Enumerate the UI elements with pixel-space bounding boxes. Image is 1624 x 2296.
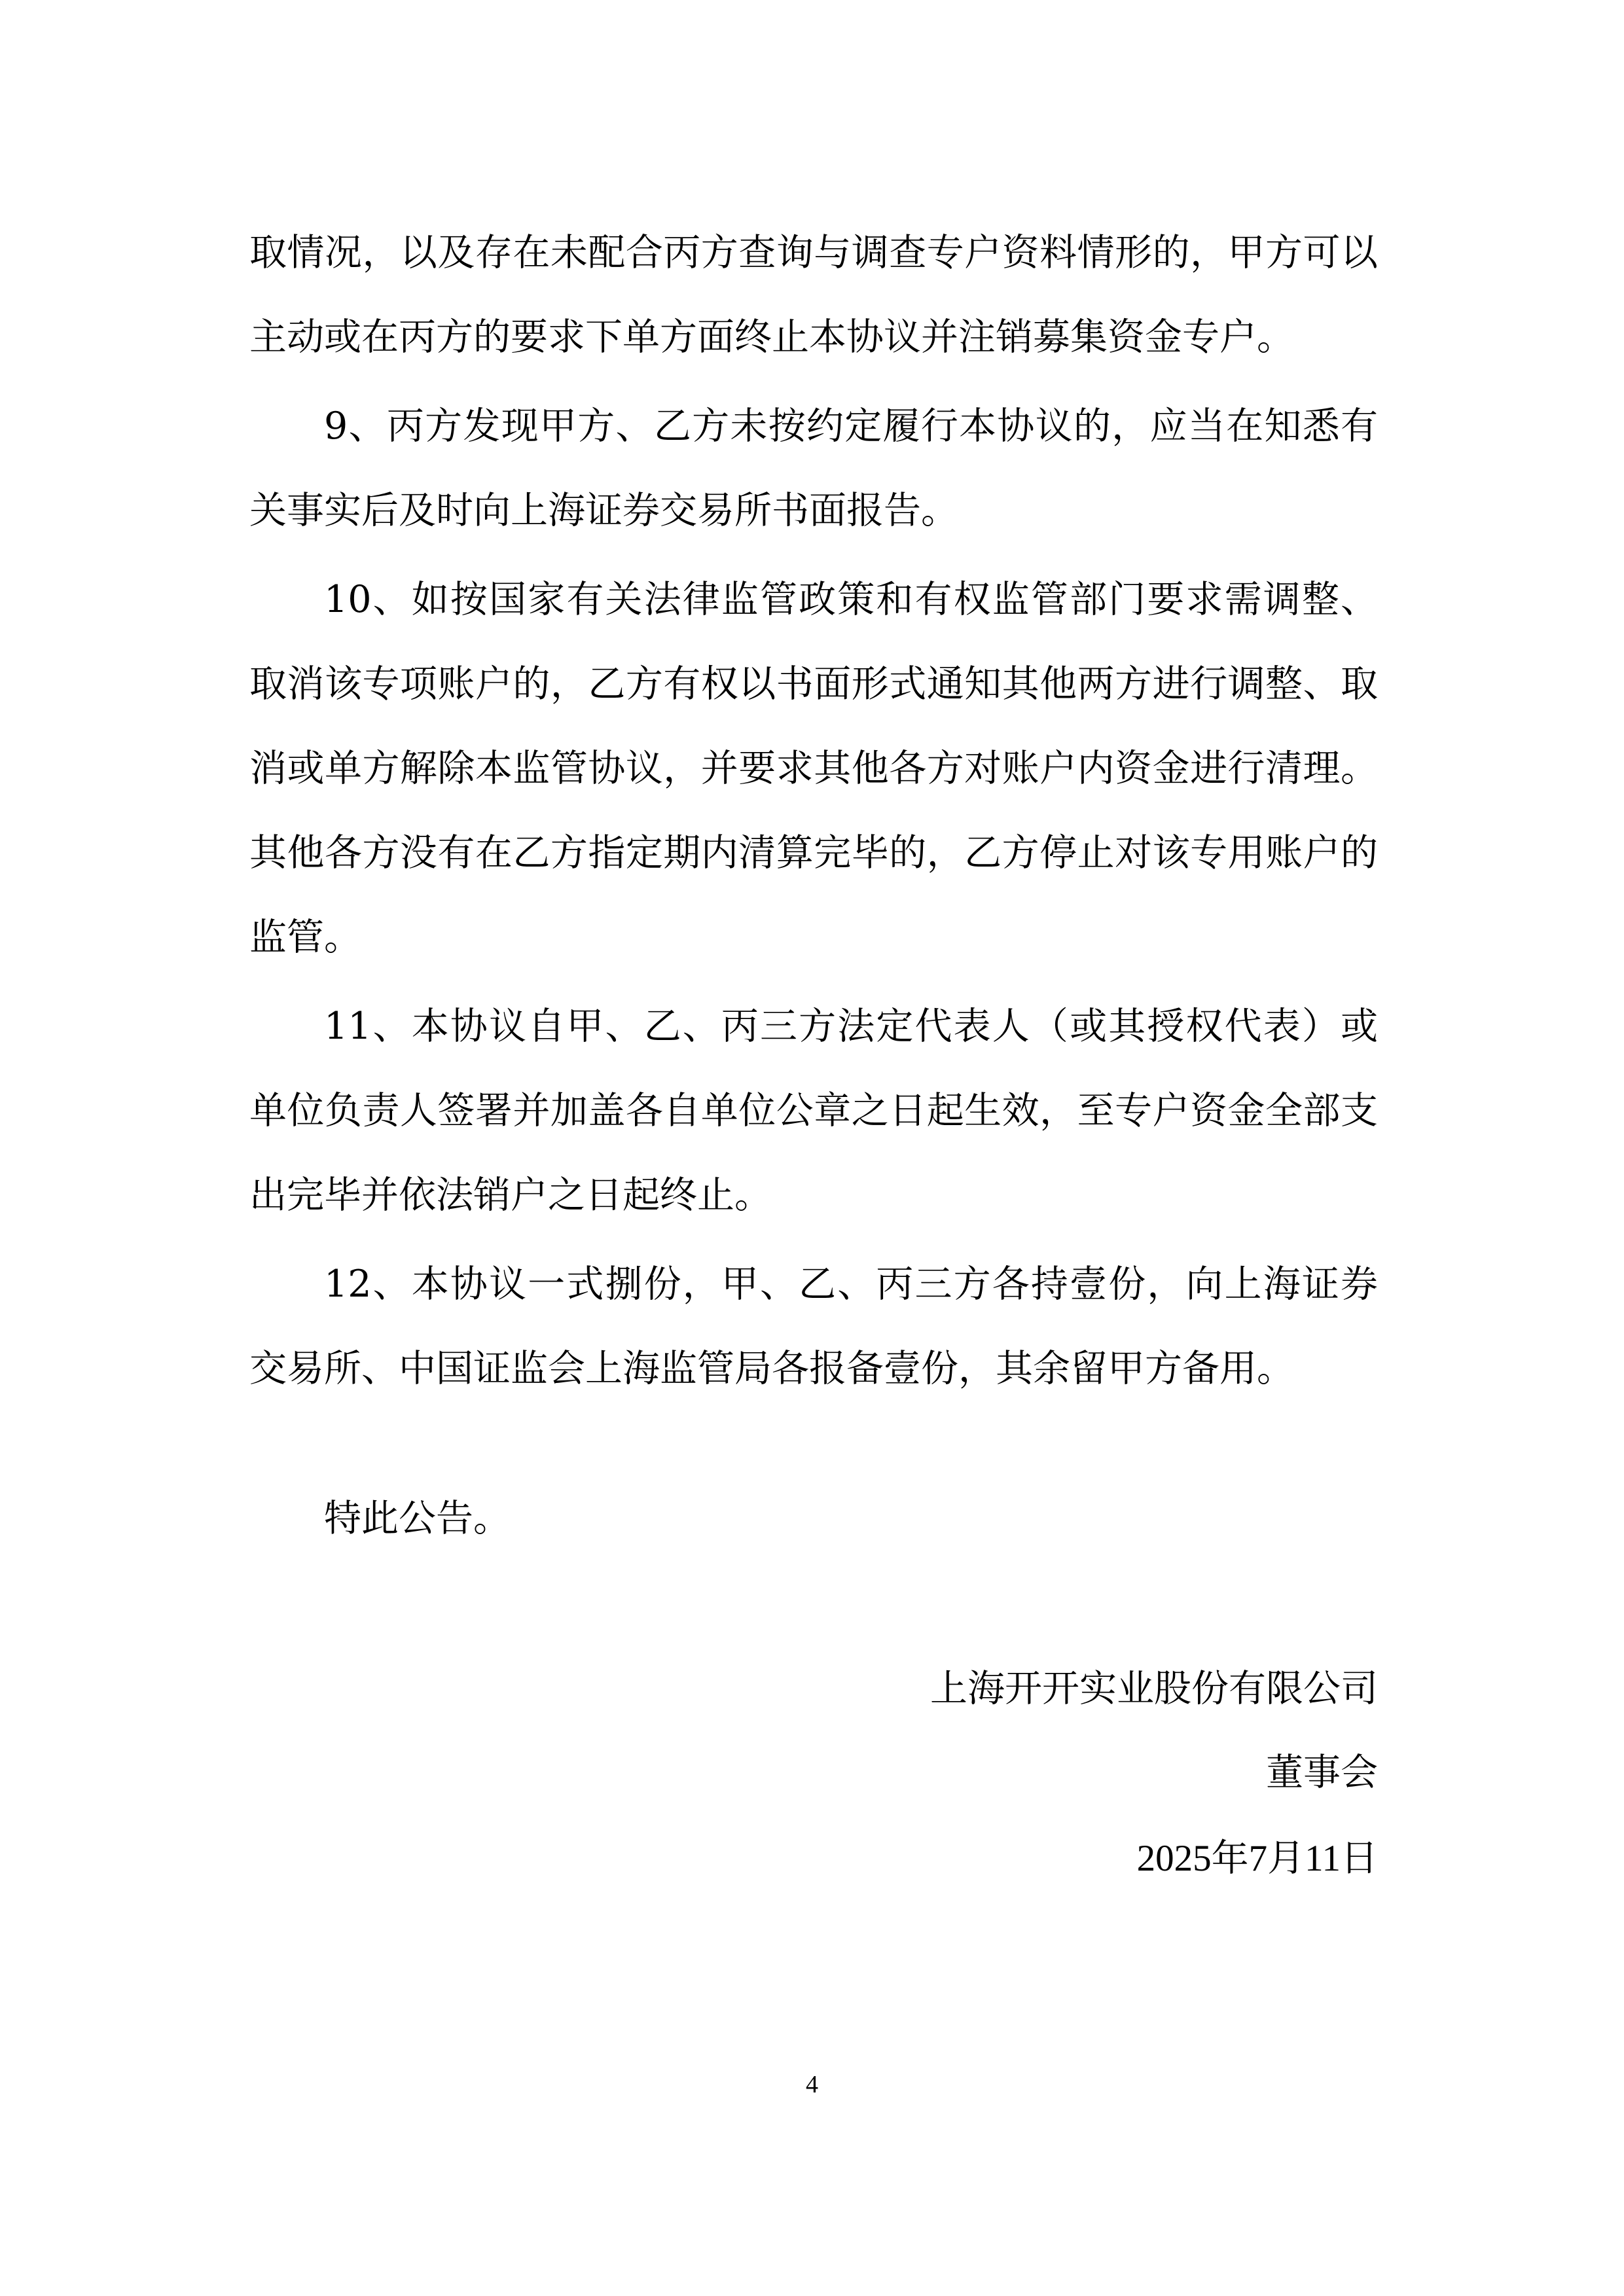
paragraph-clause-10: 10、如按国家有关法律监管政策和有权监管部门要求需调整、取消该专项账户的，乙方有权以书面形式通知其他两方进行调整、取消或单方解除本监管协议，并要求其他各方对账户内资金进行清理。其他各方没有在乙方指定期内清算完毕的，乙方停止对该专用账户的监管。 [249,578,1378,959]
page-number: 4 [806,2071,818,2098]
signature-date: 2025年7月11日 [1136,1838,1378,1879]
paragraph-continuation: 取情况，以及存在未配合丙方查询与调查专户资料情形的，甲方可以主动或在丙方的要求下单方面终止本协议并注销募集资金专户。 [249,231,1378,359]
signature-company: 上海开开实业股份有限公司 [930,1667,1378,1710]
paragraph-clause-9: 9、丙方发现甲方、乙方未按约定履行本协议的，应当在知悉有关事实后及时向上海证券交易所书面报告。 [249,404,1378,532]
paragraph-clause-11: 11、本协议自甲、乙、丙三方法定代表人（或其授权代表）或单位负责人签署并加盖各自单位公章之日起生效，至专户资金全部支出完毕并依法销户之日起终止。 [249,1005,1378,1217]
document-body [249,211,1378,1416]
paragraph-clause-12: 12、本协议一式捌份，甲、乙、丙三方各持壹份，向上海证券交易所、中国证监会上海监管局各报备壹份，其余留甲方备用。 [249,1263,1378,1390]
signature-board: 董事会 [1266,1751,1378,1794]
closing-statement: 特此公告。 [324,1497,511,1540]
